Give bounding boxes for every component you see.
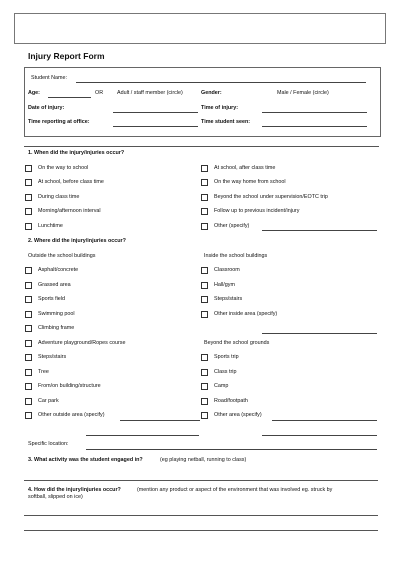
checkbox[interactable] bbox=[201, 296, 208, 303]
checkbox[interactable] bbox=[25, 398, 32, 405]
q2-title: 2. Where did the injury/injuries occur? bbox=[28, 238, 126, 244]
checkbox[interactable] bbox=[201, 282, 208, 289]
gender-options[interactable]: Male / Female (circle) bbox=[277, 90, 329, 96]
other-specify-field[interactable] bbox=[262, 230, 377, 231]
option-label: From/on building/structure bbox=[38, 383, 101, 389]
option-label: At school, after class time bbox=[214, 165, 276, 171]
checkbox[interactable] bbox=[201, 369, 208, 376]
answer-line[interactable] bbox=[24, 530, 378, 531]
checkbox[interactable] bbox=[25, 296, 32, 303]
option-label: Adventure playground/Ropes course bbox=[38, 340, 126, 346]
checkbox[interactable] bbox=[25, 383, 32, 390]
location-line[interactable] bbox=[86, 435, 199, 436]
q1-title: 1. When did the injury/injuries occur? bbox=[28, 150, 125, 156]
option-label: Road/footpath bbox=[214, 398, 248, 404]
option-label: Other (specify) bbox=[214, 223, 250, 229]
option-label: Car park bbox=[38, 398, 59, 404]
date-of-injury-field[interactable] bbox=[113, 112, 198, 113]
age-label: Age: bbox=[28, 90, 40, 96]
option-label: Steps/stairs bbox=[214, 296, 243, 302]
outside-heading: Outside the school buildings bbox=[28, 253, 96, 259]
checkbox[interactable] bbox=[25, 311, 32, 318]
checkbox[interactable] bbox=[201, 412, 208, 419]
checkbox[interactable] bbox=[25, 340, 32, 347]
grounds-heading: Beyond the school grounds bbox=[204, 340, 270, 346]
checkbox[interactable] bbox=[201, 354, 208, 361]
checkbox[interactable] bbox=[25, 369, 32, 376]
checkbox[interactable] bbox=[25, 412, 32, 419]
option-label: Classroom bbox=[214, 267, 240, 273]
option-label: On the way to school bbox=[38, 165, 89, 171]
option-label: Tree bbox=[38, 369, 49, 375]
checkbox[interactable] bbox=[25, 354, 32, 361]
inside-heading: Inside the school buildings bbox=[204, 253, 268, 259]
specific-location-field[interactable] bbox=[86, 449, 377, 450]
option-label: Other inside area (specify) bbox=[214, 311, 278, 317]
other-area-field[interactable] bbox=[272, 420, 377, 421]
time-reporting-label: Time reporting at office: bbox=[28, 119, 90, 125]
option-label: Other area (specify) bbox=[214, 412, 262, 418]
checkbox[interactable] bbox=[201, 267, 208, 274]
time-reporting-field[interactable] bbox=[113, 126, 198, 127]
time-seen-label: Time student seen: bbox=[201, 119, 251, 125]
q3-hint: (eg playing netball, running to class) bbox=[160, 457, 247, 463]
q4-title: 4. How did the injury/injuries occur? bbox=[28, 487, 121, 493]
option-label: Steps/stairs bbox=[38, 354, 67, 360]
checkbox[interactable] bbox=[201, 311, 208, 318]
checkbox[interactable] bbox=[25, 194, 32, 201]
time-of-injury-field[interactable] bbox=[262, 112, 367, 113]
specific-location-label: Specific location: bbox=[28, 441, 69, 447]
time-seen-field[interactable] bbox=[262, 126, 367, 127]
option-label: Sports trip bbox=[214, 354, 239, 360]
q3-title: 3. What activity was the student engaged in? bbox=[28, 457, 143, 463]
checkbox[interactable] bbox=[201, 179, 208, 186]
option-label: Camp bbox=[214, 383, 229, 389]
option-label: Climbing frame bbox=[38, 325, 75, 331]
age-field[interactable] bbox=[48, 97, 91, 98]
q4-hint: softball, slipped on ice) bbox=[28, 494, 83, 500]
adult-staff-label[interactable]: Adult / staff member (circle) bbox=[117, 90, 183, 96]
q4-hint: (mention any product or aspect of the environment that was involved eg. struck by bbox=[137, 487, 333, 493]
checkbox[interactable] bbox=[201, 398, 208, 405]
option-label: Sports field bbox=[38, 296, 65, 302]
time-of-injury-label: Time of injury: bbox=[201, 105, 239, 111]
option-label: Morning/afternoon interval bbox=[38, 208, 101, 214]
student-name-field[interactable] bbox=[76, 82, 366, 83]
or-label: OR bbox=[95, 90, 104, 96]
option-label: Class trip bbox=[214, 369, 237, 375]
answer-line[interactable] bbox=[24, 480, 378, 481]
divider bbox=[24, 146, 379, 147]
option-label: Other outside area (specify) bbox=[38, 412, 105, 418]
date-of-injury-label: Date of injury: bbox=[28, 105, 65, 111]
checkbox[interactable] bbox=[201, 194, 208, 201]
option-label: On the way home from school bbox=[214, 179, 286, 185]
header-box bbox=[14, 13, 386, 44]
student-name-label: Student Name: bbox=[31, 75, 67, 81]
checkbox[interactable] bbox=[25, 208, 32, 215]
checkbox[interactable] bbox=[201, 223, 208, 230]
option-label: Lunchtime bbox=[38, 223, 63, 229]
form-title: Injury Report Form bbox=[28, 51, 105, 61]
checkbox[interactable] bbox=[25, 325, 32, 332]
option-label: Follow up to previous incident/injury bbox=[214, 208, 300, 214]
option-label: Grassed area bbox=[38, 282, 71, 288]
checkbox[interactable] bbox=[201, 165, 208, 172]
checkbox[interactable] bbox=[201, 208, 208, 215]
checkbox[interactable] bbox=[25, 179, 32, 186]
answer-line[interactable] bbox=[24, 515, 378, 516]
checkbox[interactable] bbox=[201, 383, 208, 390]
option-label: Hall/gym bbox=[214, 282, 235, 288]
location-line[interactable] bbox=[262, 435, 377, 436]
checkbox[interactable] bbox=[25, 223, 32, 230]
other-inside-field[interactable] bbox=[262, 333, 377, 334]
gender-label: Gender: bbox=[201, 90, 222, 96]
checkbox[interactable] bbox=[25, 282, 32, 289]
option-label: Beyond the school under supervision/EOTC trip bbox=[214, 194, 328, 200]
option-label: Swimming pool bbox=[38, 311, 75, 317]
checkbox[interactable] bbox=[25, 267, 32, 274]
option-label: During class time bbox=[38, 194, 80, 200]
other-outside-field[interactable] bbox=[120, 420, 200, 421]
checkbox[interactable] bbox=[25, 165, 32, 172]
option-label: At school, before class time bbox=[38, 179, 104, 185]
option-label: Asphalt/concrete bbox=[38, 267, 79, 273]
